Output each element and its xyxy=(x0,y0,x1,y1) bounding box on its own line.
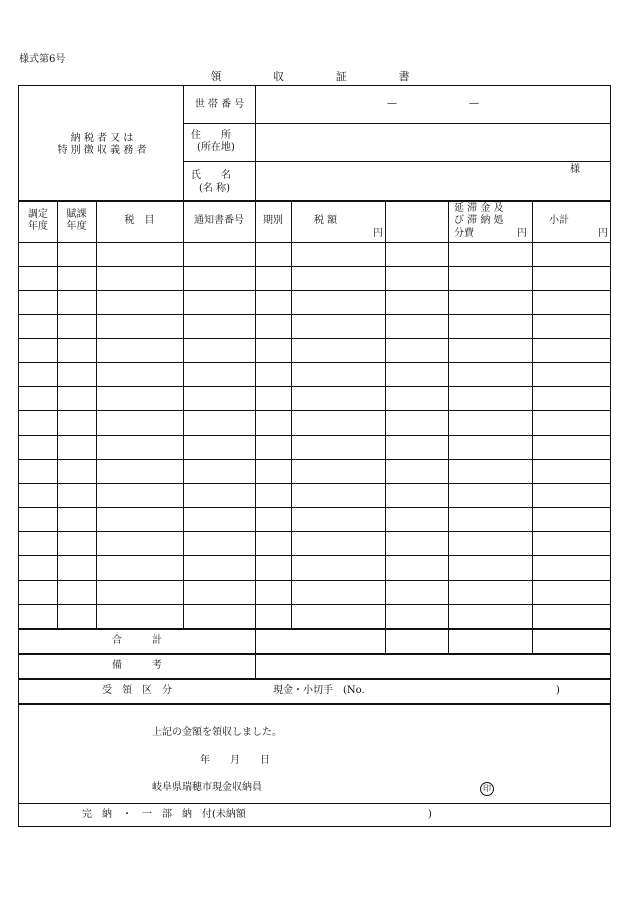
payment-method-text: 現金・小切手 (No. xyxy=(273,685,365,696)
header-assessment-year: 調定 xyxy=(28,209,48,220)
receipt-category-label: 受 領 区 分 xyxy=(102,685,172,696)
title-char: 書 xyxy=(398,70,410,83)
remarks-row-top-line xyxy=(18,653,611,655)
table-row-line xyxy=(18,459,611,460)
header-subtotal-unit: 円 xyxy=(598,228,608,239)
column-line xyxy=(448,201,449,654)
table-row-line xyxy=(18,386,611,387)
table-row-line xyxy=(18,362,611,363)
top-label-divider-vertical xyxy=(255,86,256,200)
completion-close: ) xyxy=(428,809,432,820)
title-char: 領 xyxy=(210,70,222,83)
household-number-label: 世 帯 番 号 xyxy=(194,99,245,110)
header-subtotal: 小計 xyxy=(549,215,569,226)
receipt-form-frame xyxy=(18,85,611,827)
taxpayer-label-line1: 納 税 者 又 は xyxy=(70,133,134,144)
total-row-top-line xyxy=(18,628,611,630)
payment-method-close: ) xyxy=(556,685,560,696)
column-line xyxy=(255,201,256,680)
header-assessment-year: 年度 xyxy=(28,221,48,232)
table-row-line xyxy=(18,531,611,532)
title-char: 収 xyxy=(273,70,285,83)
completion-row-top-line xyxy=(18,803,611,804)
honorific-sama: 様 xyxy=(570,164,580,175)
document-title xyxy=(210,68,410,84)
form-number: 様式第6号 xyxy=(19,54,66,65)
remarks-label: 備 考 xyxy=(112,660,162,671)
header-tax-item: 税 目 xyxy=(124,215,155,226)
column-line xyxy=(532,201,533,654)
table-row-line xyxy=(18,266,611,267)
table-row-line xyxy=(18,290,611,291)
statement-section-top-line xyxy=(18,703,611,705)
header-late-fee: 延 滞 金 及 xyxy=(454,203,504,214)
address-label-line1: 住 所 xyxy=(191,130,231,141)
table-row-line xyxy=(18,483,611,484)
table-row-line xyxy=(18,604,611,605)
address-row-line xyxy=(183,161,611,162)
date-line: 年 月 日 xyxy=(200,755,270,766)
table-row-line xyxy=(18,314,611,315)
taxpayer-label-line2: 特 別 徴 収 義 務 者 xyxy=(57,145,147,156)
header-tax-amount-unit: 円 xyxy=(373,228,383,239)
table-row-line xyxy=(18,507,611,508)
household-dash: — xyxy=(469,98,479,109)
completion-line: 完 納 ・ 一 部 納 付(未納額 xyxy=(82,809,246,820)
column-line xyxy=(385,201,386,654)
household-dash: — xyxy=(387,98,397,109)
header-levy-year: 賦課 xyxy=(66,209,87,220)
receipt-category-row-top-line xyxy=(18,678,611,680)
seal-mark: 印 xyxy=(480,782,494,796)
header-notice-number: 通知書番号 xyxy=(194,215,244,226)
header-late-fee: 分費 xyxy=(454,228,474,239)
table-row-line xyxy=(18,410,611,411)
table-top-line xyxy=(18,200,611,202)
header-levy-year: 年度 xyxy=(66,221,87,232)
total-label: 合 計 xyxy=(112,635,162,646)
header-period: 期別 xyxy=(263,215,283,226)
collector-name: 岐阜県瑞穂市現金収納員 xyxy=(152,782,262,793)
header-bottom-line xyxy=(18,242,611,243)
table-row-line xyxy=(18,555,611,556)
table-row-line xyxy=(18,435,611,436)
received-statement: 上記の金額を領収しました。 xyxy=(152,727,282,738)
household-row-line xyxy=(183,123,611,124)
name-label-line1: 氏 名 xyxy=(191,170,231,181)
name-label-line2: (名 称) xyxy=(199,183,230,194)
header-late-fee-unit: 円 xyxy=(517,228,527,239)
header-tax-amount: 税 額 xyxy=(314,215,338,226)
title-char: 証 xyxy=(335,70,347,83)
table-row-line xyxy=(18,580,611,581)
header-late-fee: び 滞 納 処 xyxy=(454,215,504,226)
table-row-line xyxy=(18,338,611,339)
address-label-line2: (所在地) xyxy=(197,142,235,153)
